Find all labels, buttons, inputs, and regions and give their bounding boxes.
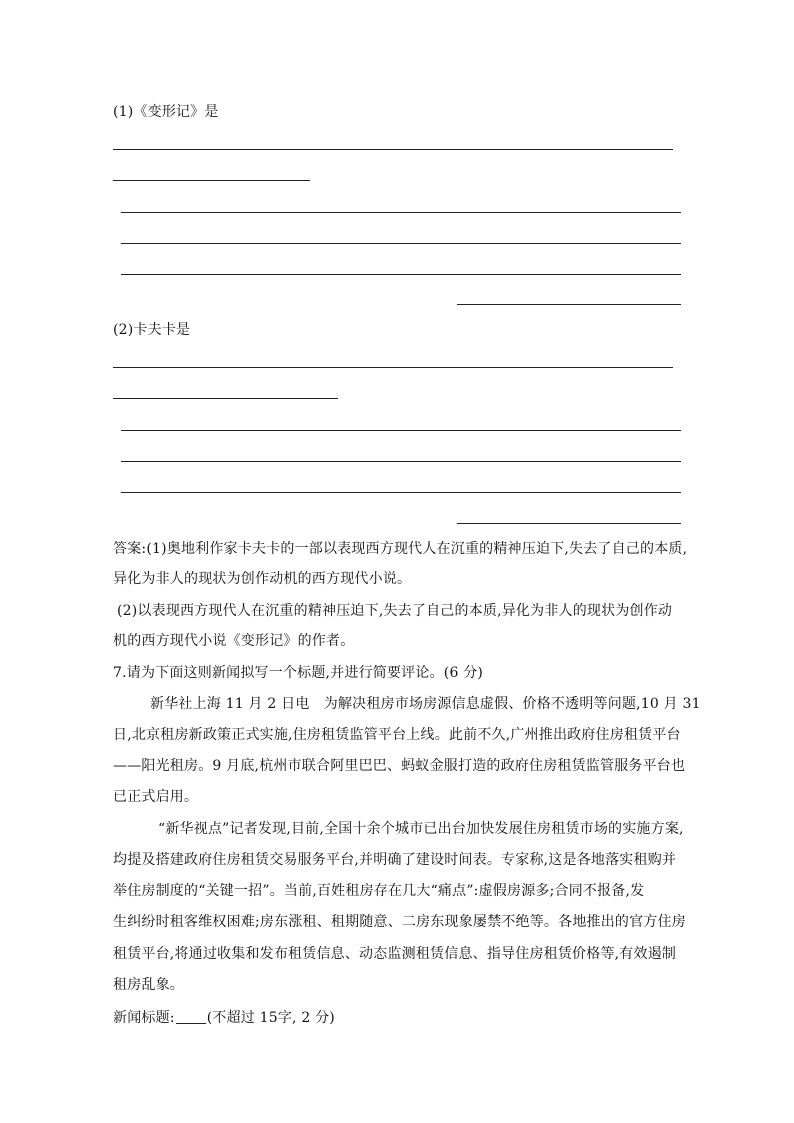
- news-paragraph-2-line: 生纠纷时租客维权困难;房东涨租、租期随意、二房东现象屡禁不绝等。各地推出的官方住房: [113, 914, 686, 930]
- news-paragraph-2-line: 租赁平台,将通过收集和发布租赁信息、动态监测租赁信息、指导住房租赁价格等,有效遏制: [113, 946, 677, 962]
- news-paragraph-2-line: 均提及搭建政府住房租赁交易服务平台,并明确了建设时间表。专家称,这是各地落实租购并: [113, 852, 677, 868]
- answer-line[interactable]: [121, 243, 681, 244]
- answer-line[interactable]: [121, 492, 681, 493]
- news-paragraph-2-line: “新华视点”记者发现,目前,全国十余个城市已出台加快发展住房租赁市场的实施方案,: [158, 821, 684, 837]
- question-1-label: (1)《变形记》是: [113, 104, 219, 120]
- answer-line[interactable]: [121, 274, 681, 275]
- answer-line[interactable]: [113, 180, 310, 181]
- news-paragraph-1-line: 新华社上海 11 月 2 日电 为解决租房市场房源信息虚假、价格不透明等问题,10 月 31: [150, 696, 701, 712]
- answer-text: (2)以表现西方现代人在沉重的精神压迫下,失去了自己的本质,异化为非人的现状为创作动: [117, 603, 673, 619]
- answer-line[interactable]: [457, 523, 681, 524]
- answer-line[interactable]: [113, 149, 673, 150]
- answer-text: 异化为非人的现状为创作动机的西方现代小说。: [113, 571, 412, 587]
- headline-label: 新闻标题:: [113, 1010, 175, 1026]
- headline-note: (不超过 15字, 2 分): [206, 1010, 335, 1026]
- answer-line[interactable]: [113, 398, 338, 399]
- answer-text: 机的西方现代小说《变形记》的作者。: [113, 633, 355, 649]
- question-7-prompt: 7.请为下面这则新闻拟写一个标题,并进行简要评论。(6 分): [113, 665, 484, 681]
- answer-line[interactable]: [121, 430, 681, 431]
- news-paragraph-2-line: 租房乱象。: [113, 977, 184, 993]
- answer-line[interactable]: [121, 212, 681, 213]
- news-paragraph-2-line: 举住房制度的“关键一招”。当前,百姓租房存在几大“痛点”:虚假房源多;合同不报备,发: [113, 883, 645, 899]
- news-paragraph-1-line: 日,北京租房新政策正式实施,住房租赁监管平台上线。此前不久,广州推出政府住房租赁平台: [113, 727, 681, 743]
- news-paragraph-1-line: 已正式启用。: [113, 789, 199, 805]
- answer-text: 答案:(1)奥地利作家卡夫卡的一部以表现西方现代人在沉重的精神压迫下,失去了自己的本质,: [113, 541, 688, 557]
- news-paragraph-1-line: ——阳光租房。9 月底,杭州市联合阿里巴巴、蚂蚁金服打造的政府住房租赁监管服务平台也: [113, 758, 686, 774]
- question-2-label: (2)卡夫卡是: [113, 322, 191, 338]
- answer-line[interactable]: [113, 367, 673, 368]
- answer-line[interactable]: [121, 461, 681, 462]
- headline-blank[interactable]: [176, 1009, 206, 1024]
- answer-line[interactable]: [457, 304, 681, 305]
- headline-row: [113, 1008, 335, 1028]
